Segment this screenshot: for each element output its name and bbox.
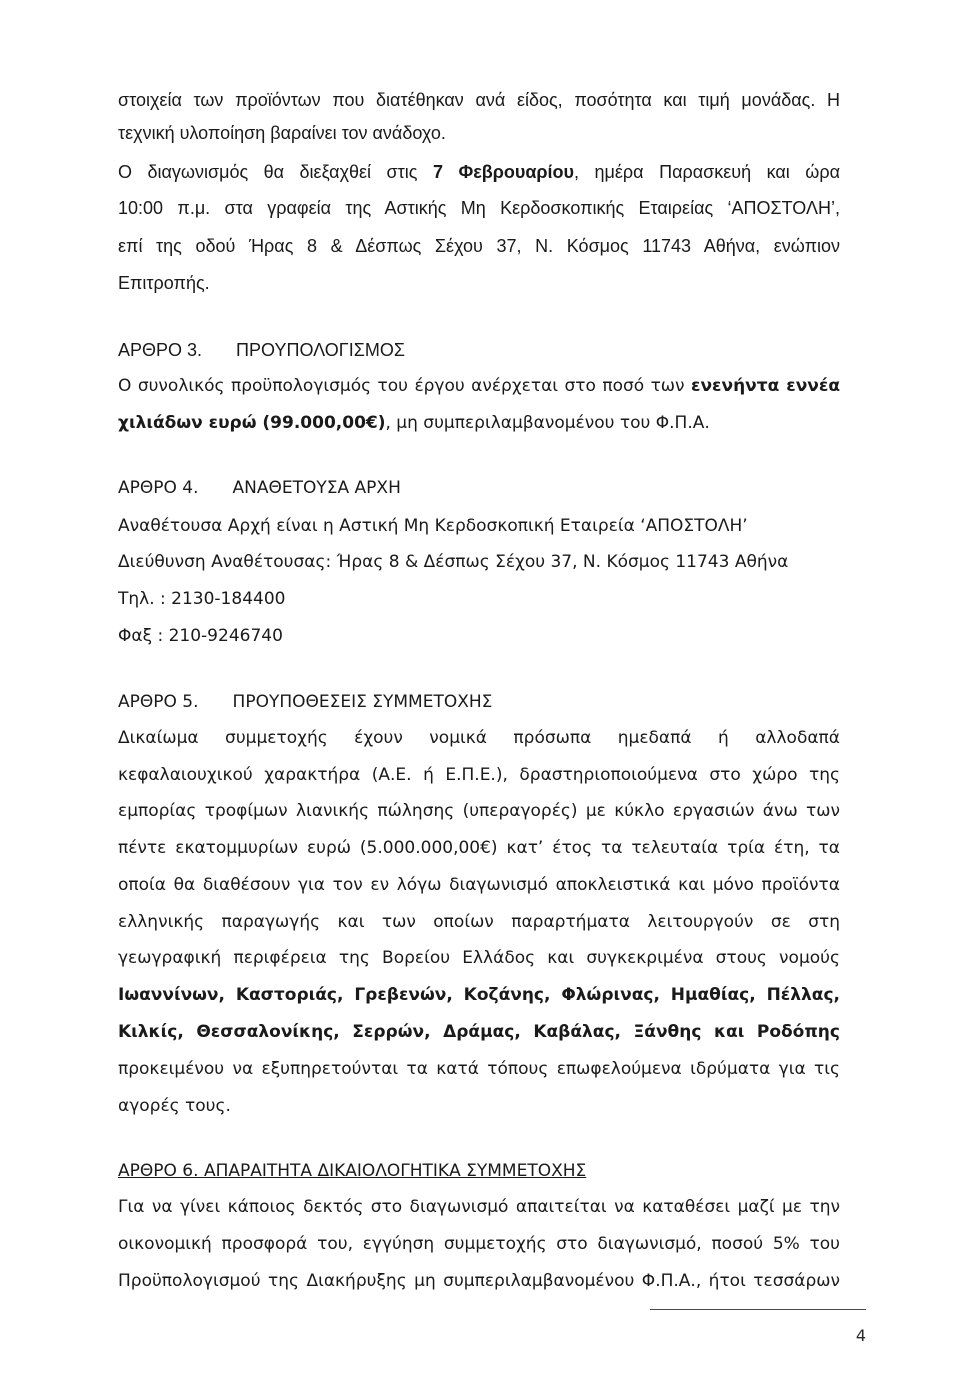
intro-line-4: 10:00 π.μ. στα γραφεία της Αστικής Μη Κερδοσκοπικής Εταιρείας ‘ΑΠΟΣΤΟΛΗ’, <box>118 198 840 218</box>
article-5-heading <box>118 690 840 714</box>
article-6-line-2: οικονομική προσφορά του, εγγύηση συμμετοχής στο διαγωνισμό, ποσού 5% του <box>118 1234 840 1254</box>
article-5-line-2: κεφαλαιουχικού χαρακτήρα (Α.Ε. ή Ε.Π.Ε.), δραστηριοποιούμενα στο χώρο της <box>118 765 840 785</box>
intro-line-5: επί της οδού Ήρας 8 & Δέσπως Σέχου 37, Ν. Κόσμος 11743 Αθήνα, ενώπιον <box>118 236 840 256</box>
intro-line-3 <box>118 160 840 184</box>
article-5-line-3: εμπορίας τροφίμων λιανικής πώλησης (υπεραγορές) με κύκλο εργασιών άνω των <box>118 801 840 821</box>
article-4-title: ΑΝΑΘΕΤΟΥΣΑ ΑΡΧΗ <box>232 478 401 498</box>
article-5-prefectures-2: Κιλκίς, Θεσσαλονίκης, Σερρών, Δράμας, Καβάλας, Ξάνθης και Ροδόπης <box>118 1022 840 1042</box>
article-5-line-7: γεωγραφική περιφέρεια της Βορείου Ελλάδος και συγκεκριμένα στους νομούς <box>118 948 840 968</box>
article-4-line-2: Διεύθυνση Αναθέτουσας: Ήρας 8 & Δέσπως Σέχου 37, Ν. Κόσμος 11743 Αθήνα <box>118 552 789 572</box>
article-6-line-1: Για να γίνει κάποιος δεκτός στο διαγωνισμό απαιτείται να καταθέσει μαζί με την <box>118 1197 840 1217</box>
article-3-label: ΑΡΘΡΟ 3. <box>118 340 203 360</box>
intro-line-3-c: , ημέρα Παρασκευή και ώρα <box>574 162 840 182</box>
article-5-prefectures-1: Ιωαννίνων, Καστοριάς, Γρεβενών, Κοζάνης, Φλώρινας, Ημαθίας, Πέλλας, <box>118 985 840 1005</box>
page-number: 4 <box>855 1326 866 1345</box>
article-3-amount: χιλιάδων ευρώ (99.000,00€) <box>118 413 386 433</box>
article-5-line-11: αγορές τους. <box>118 1096 231 1116</box>
article-6-title: ΑΠΑΡΑΙΤΗΤΑ ΔΙΚΑΙΟΛΟΓΗΤΙΚΑ ΣΥΜΜΕΤΟΧΗΣ <box>203 1161 587 1181</box>
intro-line-3-a: Ο διαγωνισμός θα διεξαχθεί στις <box>118 162 418 182</box>
article-3-heading <box>118 338 840 362</box>
article-4-label: ΑΡΘΡΟ 4. <box>118 478 199 498</box>
article-4-tel: Τηλ. : 2130-184400 <box>118 589 286 609</box>
article-5-line-5: οποία θα διαθέσουν για τον εν λόγω διαγωνισμό αποκλειστικά και μόνο προϊόντα <box>118 875 840 895</box>
intro-line-2: τεχνική υλοποίηση βαραίνει τον ανάδοχο. <box>118 123 446 143</box>
article-4-line-1: Αναθέτουσα Αρχή είναι η Αστική Μη Κερδοσκοπική Εταιρεία ‘ΑΠΟΣΤΟΛΗ’ <box>118 516 748 536</box>
article-6-label: ΑΡΘΡΟ 6. <box>118 1161 199 1181</box>
article-4-fax: Φαξ : 210-9246740 <box>118 626 283 646</box>
article-5-title: ΠΡΟΥΠΟΘΕΣΕΙΣ ΣΥΜΜΕΤΟΧΗΣ <box>232 692 493 712</box>
article-6-heading <box>118 1159 586 1183</box>
article-3-amount-words: ενενήντα εννέα <box>690 376 840 396</box>
intro-date: 7 Φεβρουαρίου <box>432 162 575 182</box>
article-5-label: ΑΡΘΡΟ 5. <box>118 692 199 712</box>
intro-line-1: στοιχεία των προϊόντων που διατέθηκαν ανά είδος, ποσότητα και τιμή μονάδας. Η <box>118 90 840 110</box>
article-3-title: ΠΡΟΥΠΟΛΟΓΙΣΜΟΣ <box>236 340 405 360</box>
article-5-line-1: Δικαίωμα συμμετοχής έχουν νομικά πρόσωπα ημεδαπά ή αλλοδαπά <box>118 728 840 748</box>
article-3-line-1-a: Ο συνολικός προϋπολογισμός του έργου ανέρχεται στο ποσό των <box>118 376 685 396</box>
article-6-line-3: Προϋπολογισμού της Διακήρυξης μη συμπεριλαμβανομένου Φ.Π.Α., ήτοι τεσσάρων <box>118 1271 840 1291</box>
article-3-line-2 <box>118 411 840 435</box>
article-3-line-2-b: , μη συμπεριλαμβανομένου του Φ.Π.Α. <box>385 413 710 433</box>
intro-line-6: Επιτροπής. <box>118 273 210 293</box>
article-3-line-1 <box>118 374 840 398</box>
article-5-line-4: πέντε εκατομμυρίων ευρώ (5.000.000,00€) κατ’ έτος τα τελευταία τρία έτη, τα <box>118 838 840 858</box>
article-5-line-6: ελληνικής παραγωγής και των οποίων παραρτήματα λειτουργούν σε στη <box>118 912 840 932</box>
article-4-heading <box>118 476 840 500</box>
footer-rule <box>650 1309 866 1310</box>
article-5-line-10: προκειμένου να εξυπηρετούνται τα κατά τόπους επωφελούμενα ιδρύματα για τις <box>118 1059 840 1079</box>
